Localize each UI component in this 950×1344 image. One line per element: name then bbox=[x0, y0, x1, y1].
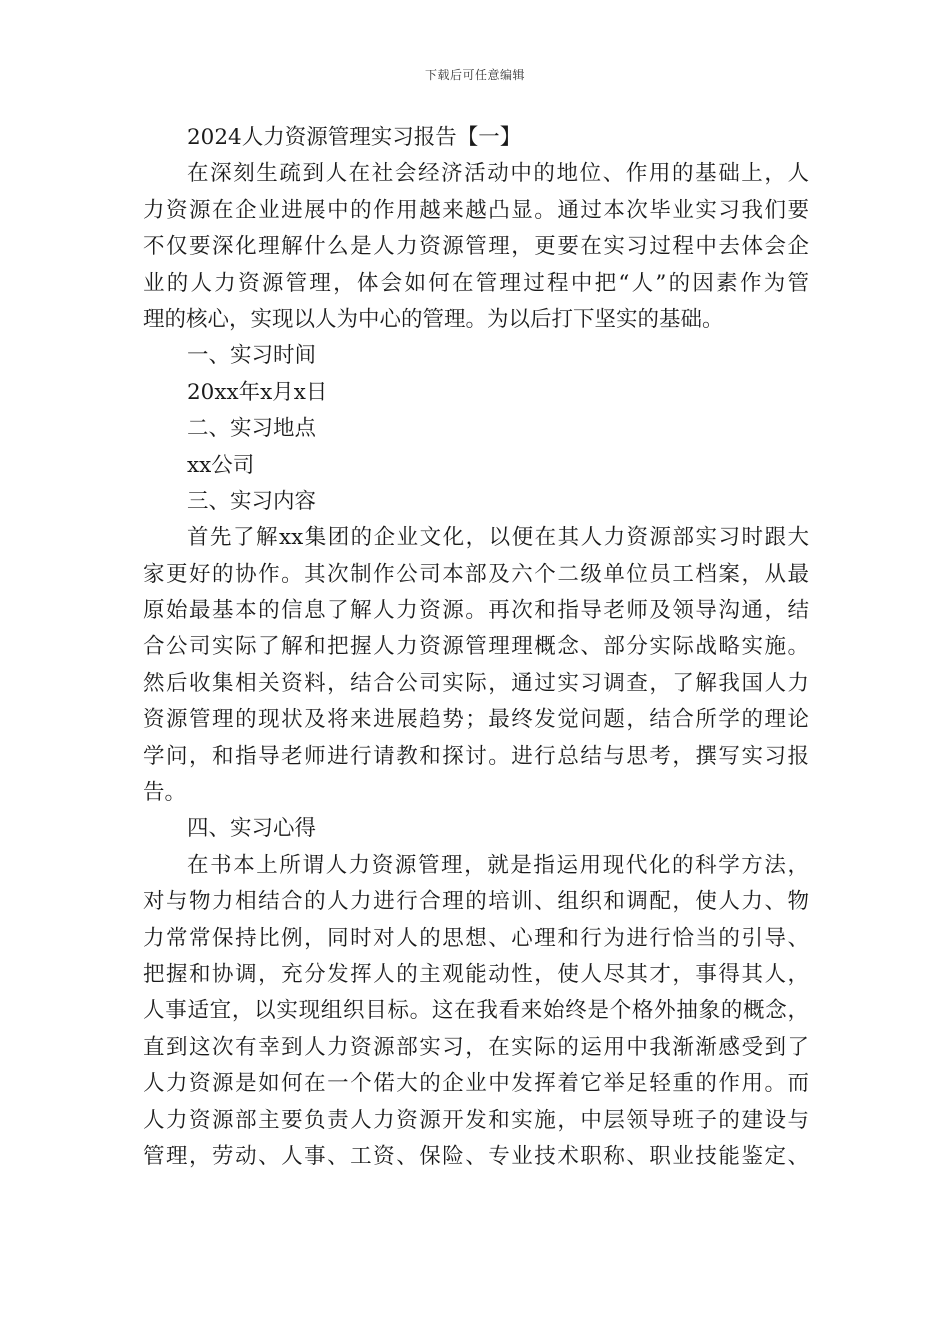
reflection-line: 人力资源是如何在一个偌大的企业中发挥着它举足轻重的作用。而 bbox=[143, 1071, 809, 1097]
section-heading-reflection: 四、实习心得 bbox=[187, 816, 317, 842]
content-line: 合公司实际了解和把握人力资源管理理概念、部分实际战略实施。 bbox=[143, 634, 809, 660]
reflection-line: 管理，劳动、人事、工资、保险、专业技术职称、职业技能鉴定、 bbox=[143, 1143, 809, 1169]
content-line: 首先了解xx集团的企业文化，以便在其人力资源部实习时跟大 bbox=[187, 525, 809, 551]
intro-line: 理的核心，实现以人为中心的管理。为以后打下坚实的基础。 bbox=[143, 306, 724, 332]
reflection-line: 在书本上所谓人力资源管理，就是指运用现代化的科学方法， bbox=[187, 852, 809, 878]
content-line: 资源管理的现状及将来进展趋势；最终发觉问题，结合所学的理论 bbox=[143, 707, 809, 733]
reflection-line: 把握和协调，充分发挥人的主观能动性，使人尽其才，事得其人， bbox=[143, 961, 809, 987]
section-heading-time: 一、实习时间 bbox=[187, 343, 317, 369]
reflection-line: 力常常保持比例，同时对人的思想、心理和行为进行恰当的引导、 bbox=[143, 925, 809, 951]
page-header-note: 下载后可任意编辑 bbox=[424, 68, 525, 82]
content-line: 原始最基本的信息了解人力资源。再次和指导老师及领导沟通，结 bbox=[143, 598, 809, 624]
content-line: 家更好的协作。其次制作公司本部及六个二级单位员工档案，从最 bbox=[143, 561, 809, 587]
internship-location: xx公司 bbox=[187, 452, 255, 478]
reflection-line: 直到这次有幸到人力资源部实习，在实际的运用中我渐渐感受到了 bbox=[143, 1034, 809, 1060]
section-heading-content: 三、实习内容 bbox=[187, 488, 317, 514]
document-body bbox=[143, 120, 809, 1175]
internship-date: 20xx年x月x日 bbox=[187, 379, 328, 405]
intro-line: 力资源在企业进展中的作用越来越凸显。通过本次毕业实习我们要 bbox=[143, 197, 809, 223]
reflection-line: 对与物力相结合的人力进行合理的培训、组织和调配，使人力、物 bbox=[143, 889, 809, 915]
document-title: 2024人力资源管理实习报告【一】 bbox=[187, 125, 522, 150]
reflection-line: 人力资源部主要负责人力资源开发和实施，中层领导班子的建设与 bbox=[143, 1107, 809, 1133]
content-line: 学问，和指导老师进行请教和探讨。进行总结与思考，撰写实习报 bbox=[143, 743, 809, 769]
reflection-line: 人事适宜，以实现组织目标。这在我看来始终是个格外抽象的概念， bbox=[143, 998, 809, 1024]
intro-line: 业的人力资源管理，体会如何在管理过程中把“人”的因素作为管 bbox=[143, 270, 809, 296]
intro-line: 在深刻生疏到人在社会经济活动中的地位、作用的基础上，人 bbox=[187, 161, 809, 187]
content-line: 告。 bbox=[143, 780, 187, 806]
content-line: 然后收集相关资料，结合公司实际，通过实习调查，了解我国人力 bbox=[143, 670, 809, 696]
intro-line: 不仅要深化理解什么是人力资源管理，更要在实习过程中去体会企 bbox=[143, 234, 809, 260]
section-heading-location: 二、实习地点 bbox=[187, 416, 317, 442]
